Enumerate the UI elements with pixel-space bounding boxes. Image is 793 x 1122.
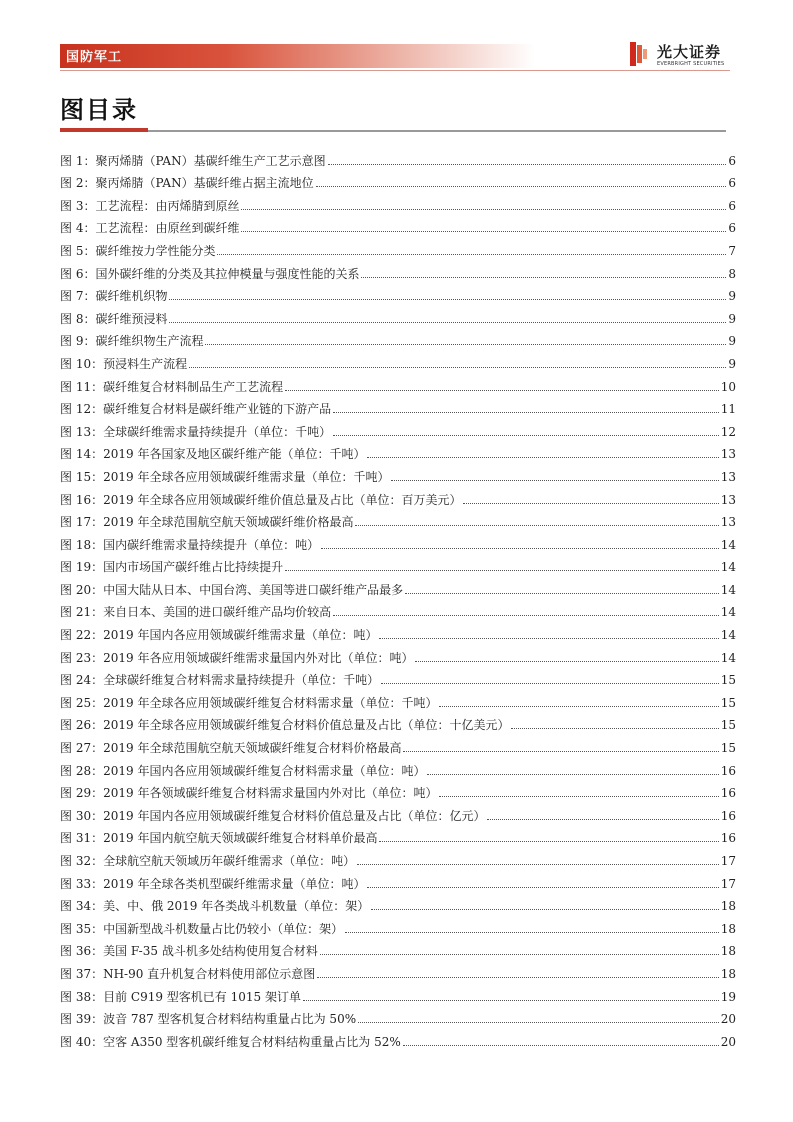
dot-leader [189,367,726,368]
toc-entry[interactable] [60,732,736,755]
toc-entry-page[interactable]: 18 [720,899,736,914]
toc-entry[interactable] [60,823,736,846]
dot-leader [403,751,718,752]
toc-entry[interactable] [60,213,736,236]
dot-leader [463,503,718,504]
toc-entry-page[interactable]: 20 [720,1012,736,1027]
dot-leader [405,593,719,594]
toc-entry[interactable] [60,258,736,281]
everbright-logo-icon [630,42,650,66]
toc-entry[interactable] [60,958,736,981]
dot-leader [439,706,718,707]
logo-english-name: EVERBRIGHT SECURITIES [657,61,725,67]
toc-entry-page[interactable]: 13 [720,469,736,484]
toc-entry-title[interactable]: 图 3：工艺流程：由丙烯腈到原丝 [60,198,240,213]
toc-entry[interactable] [60,642,736,665]
section-label: 国防军工 [66,50,123,65]
toc-entry-title[interactable]: 图 6：国外碳纤维的分类及其拉伸模量与强度性能的关系 [60,266,360,281]
dot-leader [367,457,718,458]
toc-entry-page[interactable]: 17 [720,854,736,868]
toc-entry-page[interactable]: 14 [720,560,736,575]
toc-entry-page[interactable]: 13 [720,447,736,462]
toc-entry-page[interactable]: 8 [728,266,736,281]
toc-entry[interactable] [60,303,736,326]
dot-leader [345,932,719,933]
dot-leader [217,254,726,255]
toc-entry-page[interactable]: 16 [720,808,736,823]
toc-entry-title[interactable]: 图 26：2019 年全球各应用领域碳纤维复合材料价值总量及占比（单位：十亿美元） [60,718,510,733]
toc-entry-page[interactable]: 9 [728,311,736,326]
toc-entry[interactable] [60,619,736,642]
toc-entry-page[interactable]: 6 [728,153,736,168]
toc-entry[interactable] [60,235,736,258]
header-divider [60,70,730,71]
toc-entry[interactable] [60,168,736,191]
toc-entry-title[interactable]: 图 28：2019 年国内各应用领域碳纤维复合材料需求量（单位：吨） [60,763,426,778]
title-divider [148,130,726,132]
dot-leader [371,909,718,910]
toc-entry-title[interactable]: 图 20：中国大陆从日本、中国台湾、美国等进口碳纤维产品最多 [60,582,404,597]
toc-entry-page[interactable]: 15 [720,673,736,688]
toc-entry[interactable] [60,326,736,349]
toc-entry-page[interactable]: 12 [720,424,736,439]
dot-leader [511,728,718,729]
toc-entry[interactable] [60,461,736,484]
toc-entry[interactable] [60,710,736,733]
toc-entry[interactable] [60,145,736,168]
toc-entry-title[interactable]: 图 10：预浸料生产流程 [60,356,188,371]
toc-entry[interactable] [60,574,736,597]
toc-entry-page[interactable]: 6 [728,198,736,213]
dot-leader [241,231,726,232]
dot-leader [285,390,719,391]
toc-entry[interactable] [60,529,736,552]
dot-leader [316,186,727,187]
dot-leader [358,1022,719,1023]
toc-entry-title[interactable]: 图 17：2019 年全球范围航空航天领域碳纤维价格最高 [60,515,354,530]
toc-entry[interactable] [60,687,736,710]
toc-entry-page[interactable]: 16 [720,763,736,778]
toc-entry[interactable] [60,416,736,439]
toc-entry-title[interactable]: 图 40：空客 A350 型客机碳纤维复合材料结构重量占比为 52% [60,1034,401,1049]
toc-entry-title[interactable]: 图 15：2019 年全球各应用领域碳纤维需求量（单位：千吨） [60,469,390,484]
toc-entry-title[interactable]: 图 27：2019 年全球范围航空航天领域碳纤维复合材料价格最高 [60,741,402,756]
title-accent-rule [60,128,148,132]
toc-entry-page[interactable]: 9 [728,334,736,349]
toc-entry-page[interactable]: 6 [728,176,736,191]
dot-leader [328,164,727,165]
toc-entry[interactable] [60,800,736,823]
toc-entry[interactable] [60,981,736,1004]
toc-entry-page[interactable]: 7 [728,243,736,258]
toc-entry[interactable] [60,371,736,394]
toc-entry-title[interactable]: 图 21：来自日本、美国的进口碳纤维产品均价较高 [60,605,332,620]
dot-leader [241,209,726,210]
dot-leader [333,615,719,616]
brand-logo [630,40,735,70]
toc-entry-title[interactable]: 图 14：2019 年各国家及地区碳纤维产能（单位：千吨） [60,447,366,462]
toc-entry-title[interactable]: 图 33：2019 年全球各类机型碳纤维需求量（单位：吨） [60,876,366,891]
toc-entry-page[interactable]: 14 [720,537,736,552]
toc-entry-title[interactable]: 图 24：全球碳纤维复合材料需求量持续提升（单位：千吨） [60,673,380,688]
toc-entry[interactable] [60,891,736,914]
toc-entry-title[interactable]: 图 16：2019 年全球各应用领域碳纤维价值总量及占比（单位：百万美元） [60,492,462,507]
dot-leader [357,864,719,865]
toc-entry-title[interactable]: 图 25：2019 年全球各应用领域碳纤维复合材料需求量（单位：千吨） [60,695,438,710]
dot-leader [439,796,718,797]
dot-leader [285,570,719,571]
toc-entry-title[interactable]: 图 12：碳纤维复合材料是碳纤维产业链的下游产品 [60,402,332,417]
dot-leader [487,819,718,820]
toc-entry-title[interactable]: 图 7：碳纤维机织物 [60,289,168,304]
toc-entry[interactable] [60,913,736,936]
header-band [60,44,535,68]
toc-entry[interactable] [60,597,736,620]
toc-entry-title[interactable]: 图 1：聚丙烯腈（PAN）基碳纤维生产工艺示意图 [60,153,326,168]
toc-entry-page[interactable]: 14 [720,628,736,643]
toc-entry-title[interactable]: 图 34：美、中、俄 2019 年各类战斗机数量（单位：架） [60,899,370,914]
toc-entry[interactable] [60,868,736,891]
logo-chinese-name: 光大证券 [657,43,722,61]
toc-entry-page[interactable]: 11 [720,402,736,417]
toc-entry[interactable] [60,778,736,801]
dot-leader [169,299,726,300]
toc-entry-title[interactable]: 图 18：国内碳纤维需求量持续提升（单位：吨） [60,537,320,552]
toc-entry[interactable] [60,281,736,304]
dot-leader [381,683,719,684]
toc-entry-title[interactable]: 图 5：碳纤维按力学性能分类 [60,243,216,258]
toc-entry-page[interactable]: 16 [720,786,736,801]
toc-entry-page[interactable]: 15 [720,695,736,710]
toc-entry-title[interactable]: 图 22：2019 年国内各应用领域碳纤维需求量（单位：吨） [60,628,378,643]
dot-leader [379,841,718,842]
dot-leader [320,954,719,955]
toc-entry-page[interactable]: 10 [720,379,736,394]
dot-leader [355,525,718,526]
dot-leader [321,548,719,549]
toc-entry-page[interactable]: 13 [720,515,736,530]
toc-entry-page[interactable]: 9 [728,289,736,304]
dot-leader [303,1000,719,1001]
toc-entry-title[interactable]: 图 19：国内市场国产碳纤维占比持续提升 [60,560,284,575]
toc-entry-title[interactable]: 图 35：中国新型战斗机数量占比仍较小（单位：架） [60,921,344,936]
toc-entry-page[interactable]: 15 [720,741,736,756]
toc-entry[interactable] [60,845,736,868]
toc-entry[interactable] [60,1026,736,1049]
toc-entry[interactable] [60,394,736,417]
dot-leader [367,887,718,888]
dot-leader [169,322,726,323]
toc-entry-title[interactable]: 图 9：碳纤维织物生产流程 [60,334,204,349]
figure-list [60,145,736,1049]
toc-entry-title[interactable]: 图 31：2019 年国内航空航天领域碳纤维复合材料单价最高 [60,831,378,846]
toc-entry-page[interactable]: 18 [720,921,736,936]
toc-entry-title[interactable]: 图 11：碳纤维复合材料制品生产工艺流程 [60,379,284,394]
toc-entry[interactable] [60,507,736,530]
toc-entry-title[interactable]: 图 13：全球碳纤维需求量持续提升（单位：千吨） [60,424,332,439]
dot-leader [317,977,719,978]
toc-entry-title[interactable]: 图 23：2019 年各应用领域碳纤维需求量国内外对比（单位：吨） [60,650,414,665]
dot-leader [415,661,718,662]
toc-entry-page[interactable]: 13 [720,492,736,507]
toc-entry-title[interactable]: 图 8：碳纤维预浸料 [60,311,168,326]
toc-entry-page[interactable]: 18 [720,944,736,959]
toc-entry[interactable] [60,190,736,213]
dot-leader [333,412,719,413]
toc-entry-title[interactable]: 图 29：2019 年各领域碳纤维复合材料需求量国内外对比（单位：吨） [60,786,438,801]
toc-entry-page[interactable]: 14 [720,582,736,597]
toc-entry-page[interactable]: 6 [728,221,736,236]
toc-entry-title[interactable]: 图 37：NH-90 直升机复合材料使用部位示意图 [60,966,316,981]
toc-entry-title[interactable]: 图 32：全球航空航天领域历年碳纤维需求（单位：吨） [60,854,356,868]
toc-entry-page[interactable]: 14 [720,605,736,620]
toc-entry-title[interactable]: 图 36：美国 F-35 战斗机多处结构使用复合材料 [60,944,318,959]
page-title: 图目录 [60,96,138,124]
dot-leader [403,1045,719,1046]
toc-entry[interactable] [60,755,736,778]
toc-entry-page[interactable]: 17 [720,876,736,891]
toc-entry-page[interactable]: 18 [720,966,736,981]
toc-entry[interactable] [60,348,736,371]
toc-entry-page[interactable]: 9 [728,356,736,371]
toc-entry-title[interactable]: 图 38：目前 C919 型客机已有 1015 架订单 [60,989,301,1004]
dot-leader [333,435,719,436]
toc-entry[interactable] [60,552,736,575]
toc-entry-page[interactable]: 19 [720,989,736,1004]
dot-leader [427,774,718,775]
toc-entry-page[interactable]: 14 [720,650,736,665]
toc-entry[interactable] [60,1004,736,1027]
dot-leader [205,344,726,345]
toc-entry[interactable] [60,665,736,688]
dot-leader [361,277,726,278]
dot-leader [379,638,718,639]
toc-entry-title[interactable]: 图 4：工艺流程：由原丝到碳纤维 [60,221,240,236]
dot-leader [391,480,718,481]
toc-entry-page[interactable]: 16 [720,831,736,846]
toc-entry[interactable] [60,484,736,507]
toc-entry-page[interactable]: 15 [720,718,736,733]
toc-entry[interactable] [60,439,736,462]
toc-entry[interactable] [60,936,736,959]
toc-entry-title[interactable]: 图 30：2019 年国内各应用领域碳纤维复合材料价值总量及占比（单位：亿元） [60,808,486,823]
toc-entry-title[interactable]: 图 2：聚丙烯腈（PAN）基碳纤维占据主流地位 [60,176,314,191]
toc-entry-title[interactable]: 图 39：波音 787 型客机复合材料结构重量占比为 50% [60,1012,357,1027]
toc-entry-page[interactable]: 20 [720,1034,736,1049]
